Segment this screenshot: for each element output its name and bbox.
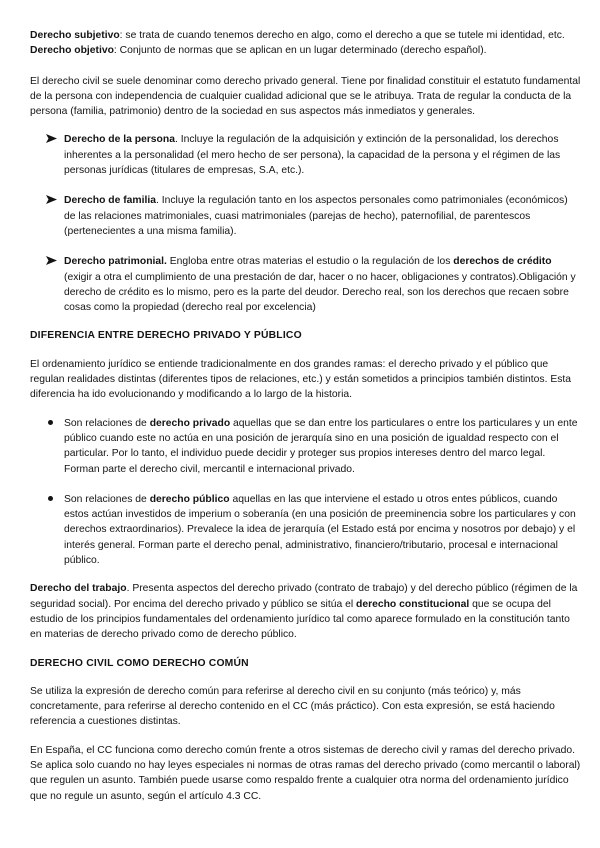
list-item: [30, 492, 582, 568]
trabajo-term: Derecho del trabajo: [30, 583, 127, 595]
trabajo-paragraph: [30, 581, 582, 642]
bullet-text: aquellas en las que interviene el estado u otros entes públicos, cuando estos actúan investidos de imperium o soberanía (en una posición de preeminencia sobre los particulares y con derechos extraordinarios). Prevalece la idea de jerarquía (el Estado está por encima y nosotros por debajo) y el interés general. Forman parte el derecho penal, administrativo, financiero/tributario, procesal e internacional público.: [64, 493, 576, 567]
comun-paragraph-2: En España, el CC funciona como derecho común frente a otros sistemas de derecho civil y ramas del derecho privado. Se aplica solo cuando no hay leyes especiales ni normas de otras ramas del derecho privado (como mercantil o laboral) que regulen un asunto. También puede usarse como respaldo frente a cualquier otra norma del ordenamiento jurídico que no regule un asunto, según el artículo 4.3 CC.: [30, 744, 581, 802]
section-intro: El ordenamiento jurídico se entiende tradicionalmente en dos grandes ramas: el derecho privado y el público que regulan realidades distintas (diferentes tipos de relaciones, etc.) y están sometidos a principios también distintos. Esta diferencia ha ido evolucionando y modificando a lo largo de la historia.: [30, 358, 572, 401]
section-heading: DIFERENCIA ENTRE DERECHO PRIVADO Y PÚBLICO: [30, 330, 302, 342]
branch-text: . Incluye la regulación de la adquisición y extinción de la personalidad, los derechos inherentes a la personalidad (el mero hecho de ser persona), la capacidad de la persona y el régimen de las personas jurídicas (titulares de empresas, S.A, etc.).: [64, 134, 561, 177]
list-item: [30, 132, 582, 178]
definition-subjetivo: [30, 28, 582, 43]
bullet-text: aquellas que se dan entre los particulares o entre los particulares y un ente público cuando este no actúa en una posición de jerarquía sino en una posición de igualdad respecto con el particular. Por lo tanto, el individuo puede decidir y proteger sus propios intereses dentro del marco legal. Forman parte el derecho civil, mercantil e internacional privado.: [64, 417, 578, 475]
constitucional-term: derecho constitucional: [356, 598, 470, 610]
list-item: [30, 254, 582, 315]
arrowhead-bullet-icon: [46, 132, 60, 147]
branch-term: Derecho de la persona: [64, 134, 175, 146]
definition-objetivo: [30, 43, 582, 58]
comun-paragraph-1: Se utiliza la expresión de derecho común para referirse al derecho civil en su conjunto (más teórico) y, más concretamente, para referirse al derecho contenido en el CC (más práctico). Con esta expresión, se está haciendo referencia a cuestiones distintas.: [30, 685, 555, 728]
round-bullet-icon: [48, 416, 62, 431]
bullet-text: Son relaciones de: [64, 493, 150, 505]
bullet-text: Son relaciones de: [64, 417, 150, 429]
definition-text: : Conjunto de normas que se aplican en un lugar determinado (derecho español).: [113, 45, 487, 57]
definition-text: : se trata de cuando tenemos derecho en algo, como el derecho a que se tutele mi identidad, etc.: [119, 30, 565, 41]
branch-text: Engloba entre otras materias el estudio o la regulación de los: [166, 256, 454, 268]
section-heading: DERECHO CIVIL COMO DERECHO COMÚN: [30, 657, 249, 669]
list-item: [30, 416, 582, 477]
trabajo-text: que se ocupa del estudio de los principios fundamentales del ordenamiento jurídico tal como aparece formulado en la constitución tanto en materias de derecho privado como de derecho público.: [30, 598, 570, 641]
definition-term: Derecho subjetivo: [30, 30, 120, 41]
branch-text: . Incluye la regulación tanto en los aspectos personales como patrimoniales (económicos) de las relaciones matrimoniales, cuasi matrimoniales (parejas de hecho), paternofilial, de parentescos (pertenecientes a una misma familia).: [64, 195, 568, 237]
intro-paragraph: El derecho civil se suele denominar como derecho privado general. Tiene por finalidad constituir el estatuto fundamental de la persona con independencia de cualquier cualidad adicional que se le atribuya. Trata de regular la conducta de la persona (familia, patrimonio) dentro de la sociedad en sus aspectos más inmediatos y generales.: [30, 75, 581, 118]
bullet-term: derecho público: [149, 493, 230, 505]
trabajo-text: . Presenta aspectos del derecho privado (contrato de trabajo) y del derecho público (régimen de la seguridad social). Por encima del derecho privado y público se sitúa el: [30, 583, 578, 610]
branch-text: (exigir a otra el cumplimiento de una prestación de dar, hacer o no hacer, obligaciones y contratos).Obligación y derecho de crédito es lo mismo, pero es la parte del deudor. Derecho real, son los derechos que recaen sobre cosas como la propiedad (derecho real por excelencia): [64, 271, 576, 314]
definition-term: Derecho objetivo: [30, 45, 114, 57]
list-item: [30, 193, 582, 239]
arrowhead-bullet-icon: [46, 254, 60, 269]
round-bullet-icon: [48, 492, 62, 507]
document-body: [30, 28, 582, 804]
branch-bold: derechos de crédito: [453, 256, 552, 268]
bullet-term: derecho privado: [149, 417, 231, 429]
branch-term: Derecho patrimonial.: [64, 256, 167, 268]
arrowhead-bullet-icon: [46, 193, 60, 208]
branch-term: Derecho de familia: [64, 195, 156, 207]
